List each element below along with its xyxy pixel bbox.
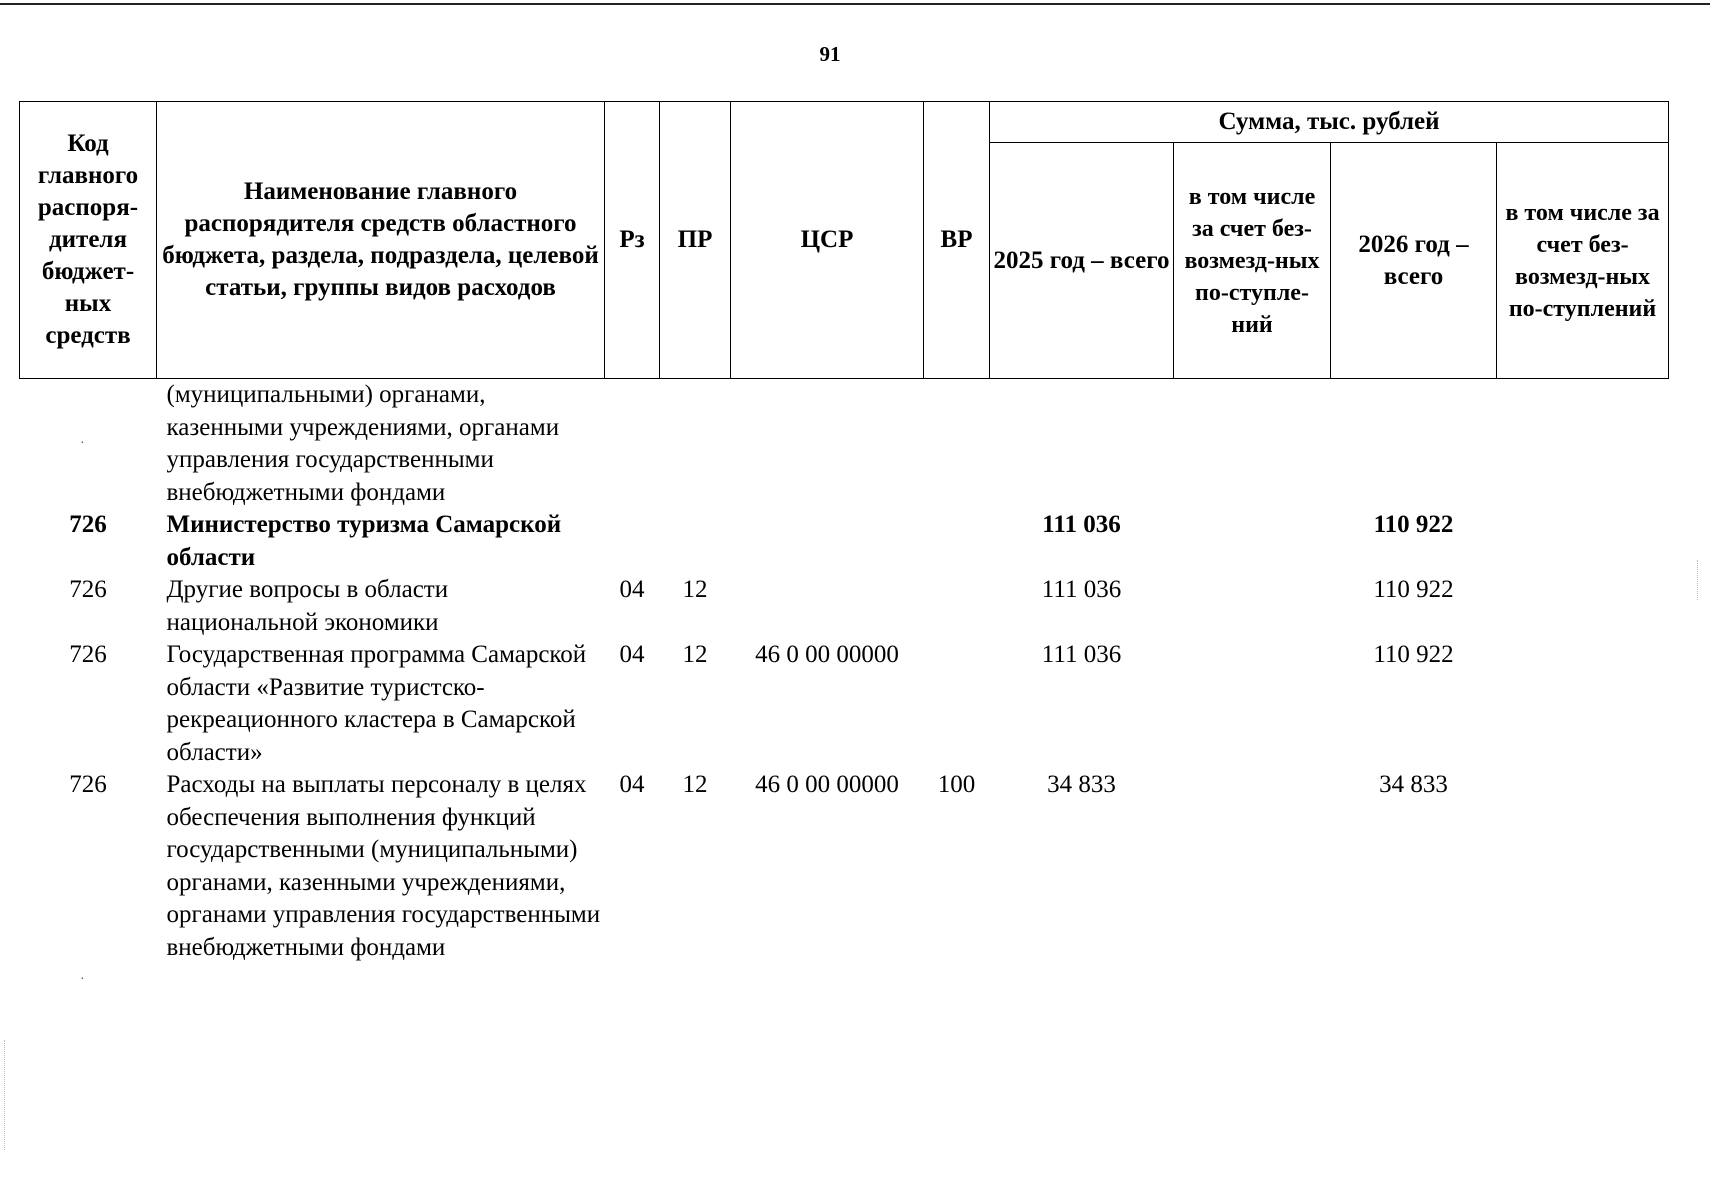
header-2025-total: 2025 год – всего	[990, 143, 1174, 379]
cell-csr	[731, 509, 924, 574]
cell-name: Государственная программа Самарской области «Развитие туристско-рекреационного кластера в Самарской области»	[166, 641, 587, 766]
header-2026-total: 2026 год – всего	[1331, 143, 1497, 379]
cell-vr	[924, 574, 990, 639]
table-row	[20, 769, 1669, 964]
cell-name: Другие вопросы в области национальной экономики	[166, 576, 449, 636]
scan-artifact	[1697, 560, 1710, 600]
cell-code: 726	[69, 576, 107, 603]
cell-name: Министерство туризма Самарской области	[166, 511, 562, 571]
budget-table	[19, 101, 1669, 964]
scan-speck: ·	[80, 972, 85, 987]
cell-2026-total: 34 833	[1379, 771, 1448, 798]
cell-2025-free	[1174, 769, 1331, 964]
cell-2025-total: 34 833	[1047, 771, 1116, 798]
cell-2026-free	[1497, 379, 1669, 510]
cell-vr	[924, 509, 990, 574]
cell-code: 726	[69, 771, 107, 798]
cell-csr: 46 0 00 00000	[755, 771, 899, 798]
scan-speck: ·	[80, 436, 85, 451]
cell-2025-total: 111 036	[1042, 511, 1121, 538]
header-code: Код главного распоря-дителя бюджет-ных средств	[20, 102, 157, 379]
cell-2025-free	[1174, 379, 1331, 510]
cell-vr: 100	[937, 771, 976, 798]
cell-name: Расходы на выплаты персоналу в целях обеспечения выполнения функций государственными (муниципальными) органами, казенными учреждениями, органами управления государственными внебюджетными фондами	[166, 771, 601, 961]
cell-pr: 12	[682, 576, 708, 603]
header-2025-free: в том числе за счет без-возмезд-ных по-ступле-ний	[1174, 143, 1331, 379]
header-name: Наименование главного распорядителя средств областного бюджета, раздела, подраздела, целевой статьи, группы видов расходов	[157, 102, 605, 379]
cell-2026-free	[1497, 574, 1669, 639]
header-2026-free: в том числе за счет без-возмезд-ных по-ступлений	[1497, 143, 1669, 379]
page-number: 91	[819, 42, 841, 66]
table-row	[20, 379, 1669, 510]
cell-pr: 12	[682, 771, 708, 798]
header-pr: ПР	[660, 102, 731, 379]
cell-code: 726	[69, 641, 107, 668]
cell-2025-total: 111 036	[1041, 576, 1122, 603]
scan-artifact	[4, 1040, 11, 1150]
cell-2026-total: 110 922	[1373, 641, 1454, 668]
header-csr: ЦСР	[731, 102, 924, 379]
table-header	[20, 102, 1669, 379]
cell-2025-total: 111 036	[1041, 641, 1122, 668]
cell-2026-free	[1497, 639, 1669, 769]
cell-2026-total: 110 922	[1373, 576, 1454, 603]
cell-2025-total	[990, 379, 1174, 510]
cell-2025-free	[1174, 574, 1331, 639]
cell-2026-total: 110 922	[1373, 511, 1454, 538]
cell-rz: 04	[619, 771, 645, 798]
cell-rz	[605, 379, 660, 510]
cell-rz	[605, 509, 660, 574]
cell-code	[20, 379, 157, 510]
cell-pr: 12	[682, 641, 708, 668]
top-border-line	[0, 3, 1710, 5]
cell-2025-free	[1174, 639, 1331, 769]
table-row-ministry	[20, 509, 1669, 574]
header-rz: Рз	[605, 102, 660, 379]
cell-name: (муниципальными) органами, казенными учреждениями, органами управления государственными внебюджетными фондами	[166, 381, 560, 506]
cell-csr	[731, 379, 924, 510]
cell-pr	[660, 379, 731, 510]
cell-csr: 46 0 00 00000	[755, 641, 899, 668]
cell-csr	[731, 574, 924, 639]
cell-rz: 04	[619, 641, 645, 668]
cell-code: 726	[69, 511, 107, 538]
cell-rz: 04	[619, 576, 645, 603]
cell-vr	[924, 379, 990, 510]
cell-2026-free	[1497, 509, 1669, 574]
cell-2026-free	[1497, 769, 1669, 964]
cell-2025-free	[1174, 509, 1331, 574]
table-row	[20, 574, 1669, 639]
table-row	[20, 639, 1669, 769]
table-body	[20, 379, 1669, 965]
cell-pr	[660, 509, 731, 574]
header-sum-group: Сумма, тыс. рублей	[990, 102, 1669, 143]
cell-vr	[924, 639, 990, 769]
header-vr: ВР	[924, 102, 990, 379]
cell-2026-total	[1331, 379, 1497, 510]
